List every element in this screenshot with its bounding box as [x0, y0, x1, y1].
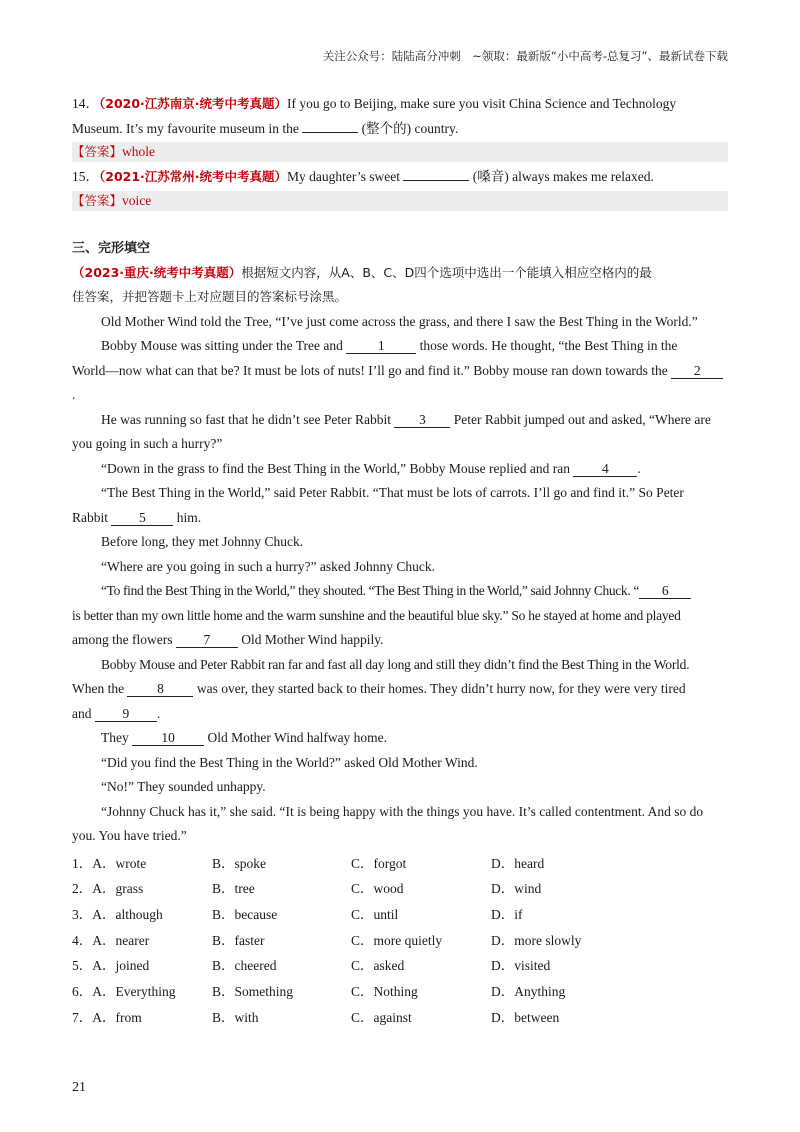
option-choice-c[interactable]: [351, 953, 491, 979]
passage-text: Old Mother Wind happily.: [241, 632, 384, 647]
passage-text: was over, they started back to their homes. They didn’t hurry now, for they were very tired: [196, 681, 686, 696]
passage-paragraph-cont: [72, 359, 728, 384]
passage-paragraph-cont: is better than my own little home and the warm sunshine and the beautiful blue sky.” So he stayed at home and played: [72, 607, 681, 623]
passage-text: .: [156, 705, 161, 721]
option-choice-a[interactable]: [72, 979, 212, 1005]
option-choice-c[interactable]: [351, 979, 491, 1005]
option-row: [72, 876, 728, 902]
answer-label: 【答案】: [72, 144, 123, 159]
option-choice-a[interactable]: [72, 953, 212, 979]
instruction-text: 根据短文内容，从A、B、C、D四个选项中选出一个能填入相应空格内的最: [241, 264, 652, 280]
question-14-cont: [72, 117, 728, 142]
cloze-blank-10[interactable]: 10: [132, 731, 204, 746]
passage-paragraph: [72, 579, 728, 604]
cloze-blank-7[interactable]: 7: [176, 633, 238, 648]
option-number: 5．: [72, 958, 93, 974]
passage-paragraph: “Where are you going in such a hurry?” asked Johnny Chuck.: [101, 558, 436, 574]
option-choice-d[interactable]: [491, 979, 631, 1005]
passage-paragraph: Before long, they met Johnny Chuck.: [101, 534, 304, 549]
question-source: （2020·江苏南京·统考中考真题）: [99, 96, 288, 111]
passage-paragraph: [72, 726, 728, 751]
question-15: [72, 165, 728, 190]
question-source: （2021·江苏常州·统考中考真题）: [99, 169, 288, 184]
option-choice-b[interactable]: [212, 851, 351, 877]
option-choice-c[interactable]: [351, 876, 491, 902]
passage-text: “To find the Best Thing in the World,” they shouted. “The Best Thing in the World,” said Johnny Chuck. “: [101, 583, 640, 598]
option-text: D．between: [491, 1009, 560, 1025]
passage-paragraph: “Did you find the Best Thing in the World?” asked Old Mother Wind.: [101, 754, 478, 770]
option-choice-b[interactable]: [212, 953, 351, 979]
passage-paragraph-cont: .: [72, 387, 76, 402]
option-text: D．visited: [491, 958, 551, 974]
option-number: 6．: [72, 984, 93, 1000]
option-choice-d[interactable]: [491, 851, 631, 877]
option-row: [72, 1005, 728, 1031]
passage-text: .: [637, 460, 641, 476]
option-text: A．from: [92, 1009, 142, 1025]
option-text: A．although: [92, 906, 163, 922]
passage-text: those words. He thought, “the Best Thing in the: [419, 338, 678, 353]
option-choice-c[interactable]: [351, 1005, 491, 1031]
passage-paragraph: Old Mother Wind told the Tree, “I’ve just come across the grass, and there I saw the Best Thing in the World.”: [101, 313, 698, 329]
option-text: B．tree: [212, 881, 255, 897]
passage-paragraph: [72, 457, 728, 482]
option-text: A．nearer: [92, 932, 150, 948]
option-row: [72, 953, 728, 979]
passage-text: “Down in the grass to find the Best Thing in the World,” Bobby Mouse replied and ran: [101, 460, 570, 476]
section-title: 三、完形填空: [72, 240, 151, 256]
option-text: A．grass: [92, 881, 144, 897]
option-number: 7．: [72, 1009, 93, 1025]
option-text: B．cheered: [212, 958, 277, 974]
question-text: Museum. It’s my favourite museum in the: [72, 120, 299, 136]
question-text: (嗓音) always makes me relaxed.: [472, 169, 654, 184]
answer-blank[interactable]: [403, 180, 469, 181]
passage-paragraph: “No!” They sounded unhappy.: [101, 779, 266, 794]
option-text: C．until: [351, 906, 399, 922]
option-text: D．Anything: [491, 984, 566, 1000]
section-instructions-cont: 佳答案，并把答题卡上对应题目的答案标号涂黑。: [72, 289, 348, 304]
cloze-blank-4[interactable]: 4: [573, 462, 637, 477]
passage-text: Bobby Mouse was sitting under the Tree and: [101, 338, 343, 353]
option-choice-b[interactable]: [212, 902, 351, 928]
answer-value: voice: [122, 192, 152, 208]
option-text: B．because: [212, 906, 278, 922]
option-text: B．spoke: [212, 855, 266, 871]
option-choice-d[interactable]: [491, 1005, 631, 1031]
question-source: （2023·重庆·统考中考真题）: [72, 264, 242, 280]
passage-text: and: [72, 705, 92, 721]
cloze-blank-3[interactable]: 3: [394, 413, 450, 428]
option-choice-b[interactable]: [212, 928, 351, 954]
option-choice-d[interactable]: [491, 876, 631, 902]
cloze-blank-9[interactable]: 9: [95, 707, 157, 722]
passage-text: him.: [176, 509, 202, 525]
question-number: 15．: [72, 169, 99, 184]
passage-paragraph-cont: [72, 628, 728, 653]
answer-blank[interactable]: [302, 132, 358, 133]
page-number: 21: [72, 1080, 86, 1095]
question-text: (整个的) country.: [361, 120, 459, 136]
passage-paragraph-cont: [72, 506, 728, 531]
passage-text: Peter Rabbit jumped out and asked, “Where are: [453, 411, 711, 427]
option-choice-b[interactable]: [212, 979, 351, 1005]
cloze-blank-5[interactable]: 5: [111, 511, 173, 526]
option-row: [72, 979, 728, 1005]
passage-paragraph: “The Best Thing in the World,” said Peter Rabbit. “That must be lots of carrots. I’ll go and find it.” So Peter: [101, 485, 684, 500]
option-text: C．wood: [351, 881, 404, 897]
option-text: D．if: [491, 906, 523, 922]
page-header: 关注公众号：陆陆高分冲刺 ~领取：最新版“小中高考-总复习”、最新试卷下载: [322, 49, 728, 63]
answer-14: [72, 142, 728, 162]
passage-text: They: [101, 730, 129, 745]
passage-text: Rabbit: [72, 509, 108, 525]
answer-15: [72, 191, 728, 211]
passage-text: He was running so fast that he didn’t see Peter Rabbit: [101, 411, 391, 427]
passage-paragraph: “Johnny Chuck has it,” she said. “It is being happy with the things you have. It’s called contentment. And so do: [101, 803, 704, 819]
option-number: 4．: [72, 932, 93, 948]
option-text: D．wind: [491, 881, 542, 897]
question-number: 14．: [72, 96, 99, 111]
option-choice-d[interactable]: [491, 902, 631, 928]
cloze-blank-6[interactable]: 6: [639, 584, 691, 599]
cloze-blank-8[interactable]: 8: [127, 682, 193, 697]
option-row: [72, 928, 728, 954]
passage-text: When the: [72, 681, 125, 696]
answer-label: 【答案】: [72, 192, 123, 208]
option-row: [72, 902, 728, 928]
options-list: [72, 851, 728, 1031]
passage-paragraph-cont: [72, 702, 728, 727]
option-text: D．more slowly: [491, 932, 582, 948]
section-instructions: [72, 261, 728, 286]
option-choice-d[interactable]: [491, 953, 631, 979]
option-text: A．wrote: [92, 855, 147, 871]
option-text: C．more quietly: [351, 932, 443, 948]
option-choice-b[interactable]: [212, 1005, 351, 1031]
passage-paragraph-cont: [72, 677, 728, 702]
option-number: 1．: [72, 855, 93, 871]
option-choice-a[interactable]: [72, 876, 212, 902]
passage-paragraph-cont: you. You have tried.”: [72, 828, 187, 843]
passage-paragraph: Bobby Mouse and Peter Rabbit ran far and fast all day long and still they didn’t find the Best Thing in the World.: [101, 656, 690, 672]
page-content: [72, 92, 728, 1030]
cloze-blank-2[interactable]: 2: [671, 364, 723, 379]
option-row: [72, 851, 728, 877]
option-text: C．against: [351, 1009, 412, 1025]
cloze-blank-1[interactable]: 1: [346, 339, 416, 354]
option-text: C．asked: [351, 958, 405, 974]
question-text: If you go to Beijing, make sure you visit China Science and Technology: [287, 96, 677, 111]
option-text: D．heard: [491, 855, 545, 871]
option-number: 3．: [72, 906, 93, 922]
option-choice-c[interactable]: [351, 851, 491, 877]
option-choice-c[interactable]: [351, 928, 491, 954]
option-choice-c[interactable]: [351, 902, 491, 928]
option-text: B．faster: [212, 932, 265, 948]
question-text: My daughter’s sweet: [287, 169, 401, 184]
question-14: [72, 92, 728, 117]
passage-paragraph-cont: you going in such a hurry?”: [72, 436, 223, 451]
option-number: 2．: [72, 881, 93, 897]
option-text: B．Something: [212, 984, 294, 1000]
option-choice-b[interactable]: [212, 876, 351, 902]
option-choice-a[interactable]: [72, 928, 212, 954]
option-choice-d[interactable]: [491, 928, 631, 954]
option-text: C．forgot: [351, 855, 407, 871]
passage-text: Old Mother Wind halfway home.: [207, 730, 388, 745]
option-text: A．joined: [92, 958, 150, 974]
passage-text: World—now what can that be? It must be lots of nuts! I’ll go and find it.” Bobby mouse ran down towards the: [72, 362, 668, 378]
option-text: C．Nothing: [351, 984, 418, 1000]
answer-value: whole: [122, 144, 156, 159]
passage-paragraph: [72, 408, 728, 433]
option-text: B．with: [212, 1009, 259, 1025]
option-choice-a[interactable]: [72, 851, 212, 877]
option-text: A．Everything: [92, 984, 176, 1000]
option-choice-a[interactable]: [72, 902, 212, 928]
option-choice-a[interactable]: [72, 1005, 212, 1031]
passage-paragraph: [72, 334, 728, 359]
passage-text: among the flowers: [72, 632, 173, 647]
